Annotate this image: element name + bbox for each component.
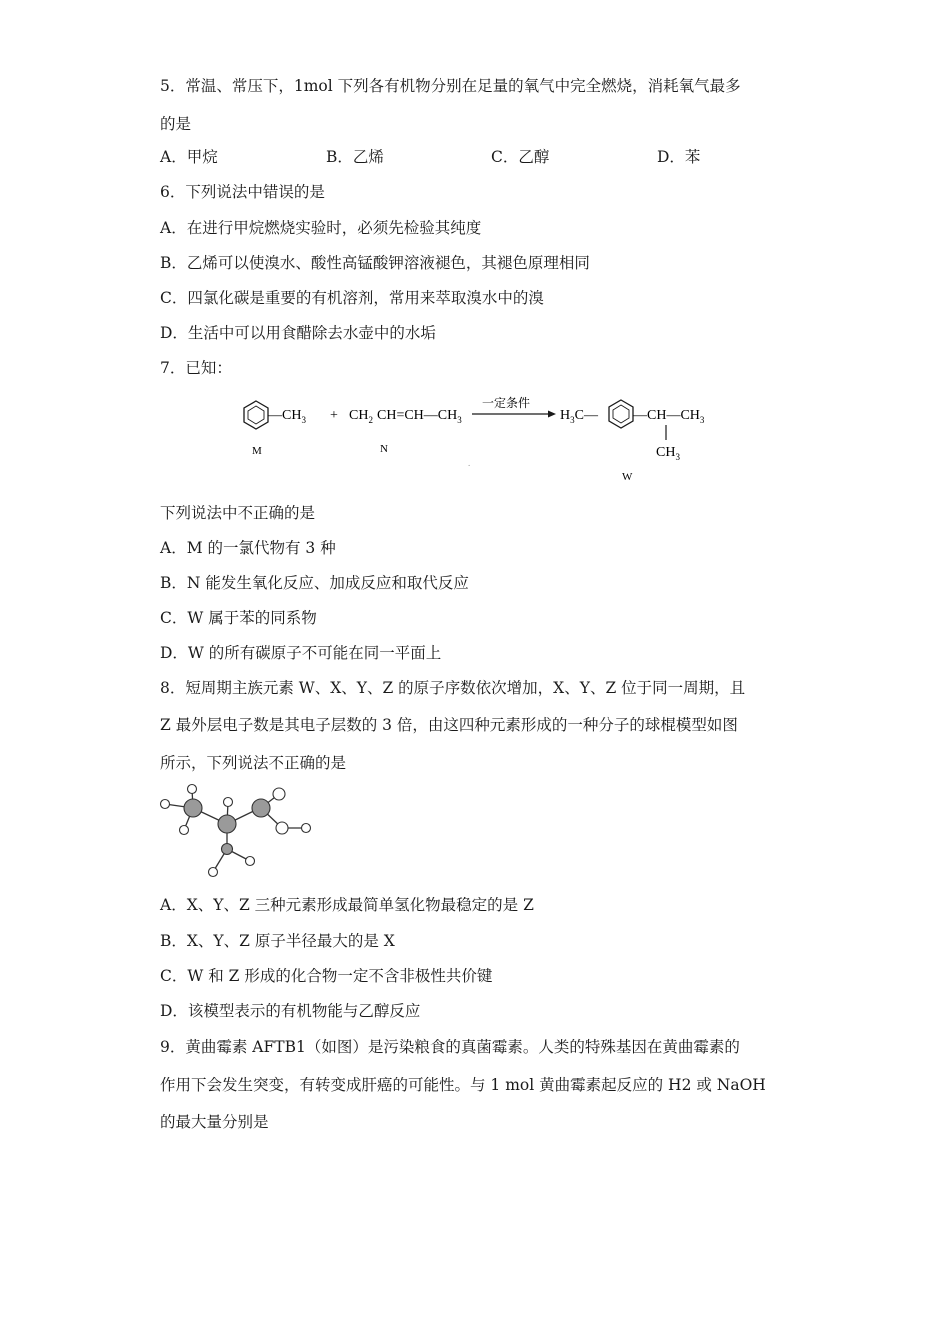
q7-option-d: D．W 的所有碳原子不可能在同一平面上: [160, 644, 442, 662]
q7-benzene-ring-m: [244, 401, 268, 429]
q7-w-branch: $CH_3$: [656, 445, 680, 462]
q7-n-formula: $CH=CH—CH_3$: [377, 408, 462, 425]
q7-n-ch2: $CH_2$: [349, 408, 373, 425]
q6-option-b: B．乙烯可以使溴水、酸性高锰酸钾溶液褪色，其褪色原理相同: [160, 254, 590, 272]
q7-option-b: B．N 能发生氧化反应、加成反应和取代反应: [160, 574, 469, 592]
q5-stem-line1: 5．常温、常压下，1mol 下列各有机物分别在足量的氧气中完全燃烧，消耗氧气最多: [160, 77, 741, 95]
q8-atom-x2: [218, 815, 236, 833]
svg-text:.: .: [468, 458, 471, 468]
q5-option-a: A．甲烷: [160, 148, 218, 166]
q7-option-c: C．W 属于苯的同系物: [160, 609, 317, 627]
q8-atom-y: [222, 844, 233, 855]
q6-option-a: A．在进行甲烷燃烧实验时，必须先检验其纯度: [160, 219, 482, 237]
q7-label-n: N: [380, 443, 388, 455]
q5-option-b: B．乙烯: [326, 148, 384, 166]
q8-ball-stick-model: [155, 782, 325, 882]
q8-option-c: C．W 和 Z 形成的化合物一定不含非极性共价键: [160, 967, 493, 985]
q8-atom-x3: [252, 799, 270, 817]
q8-option-a: A．X、Y、Z 三种元素形成最简单氢化物最稳定的是 Z: [160, 896, 534, 914]
q9-stem-line2: 作用下会发生突变，有转变成肝癌的可能性。与 1 mol 黄曲霉素起反应的 H2 或 NaOH: [160, 1076, 766, 1094]
q7-plus: +: [330, 408, 338, 423]
q7-w-isopropyl: $—CH—CH_3$: [633, 408, 705, 425]
q7-reaction-scheme: [230, 388, 730, 488]
q8-atom-x1: [184, 799, 202, 817]
q6-stem: 6．下列说法中错误的是: [160, 183, 325, 201]
q8-stem-line3: 所示，下列说法不正确的是: [160, 754, 347, 772]
q9-stem-line3: 的最大量分别是: [160, 1113, 269, 1131]
q6-option-d: D．生活中可以用食醋除去水壶中的水垢: [160, 324, 436, 342]
q5-stem-line2: 的是: [160, 115, 192, 133]
q8-option-b: B．X、Y、Z 原子半径最大的是 X: [160, 932, 395, 950]
q6-option-c: C．四氯化碳是重要的有机溶剂，常用来萃取溴水中的溴: [160, 289, 544, 307]
q8-option-d: D．该模型表示的有机物能与乙醇反应: [160, 1002, 421, 1020]
q8-stem-line1: 8．短周期主族元素 W、X、Y、Z 的原子序数依次增加，X、Y、Z 位于同一周期，且: [160, 679, 746, 697]
q7-reaction-condition: 一定条件: [482, 396, 531, 410]
q9-stem-line1: 9．黄曲霉素 AFTB1（如图）是污染粮食的真菌霉素。人类的特殊基因在黄曲霉素的: [160, 1038, 740, 1056]
q7-stem: 7．已知：: [160, 359, 232, 377]
q7-m-methyl: $—CH_3$: [268, 408, 306, 425]
q7-arrow-head: [548, 411, 556, 418]
q7-label-m: M: [252, 445, 262, 457]
q7-w-h3c: $H_3C—$: [560, 408, 598, 425]
q7-benzene-ring-w: [609, 400, 633, 428]
q7-question: 下列说法中不正确的是: [160, 504, 316, 522]
q7-label-w: W: [622, 471, 633, 483]
q7-option-a: A．M 的一氯代物有 3 种: [160, 539, 336, 557]
q8-stem-line2: Z 最外层电子数是其电子层数的 3 倍，由这四种元素形成的一种分子的球棍模型如图: [160, 716, 738, 734]
q5-option-d: D．苯: [657, 148, 701, 166]
q5-option-c: C．乙醇: [491, 148, 550, 166]
